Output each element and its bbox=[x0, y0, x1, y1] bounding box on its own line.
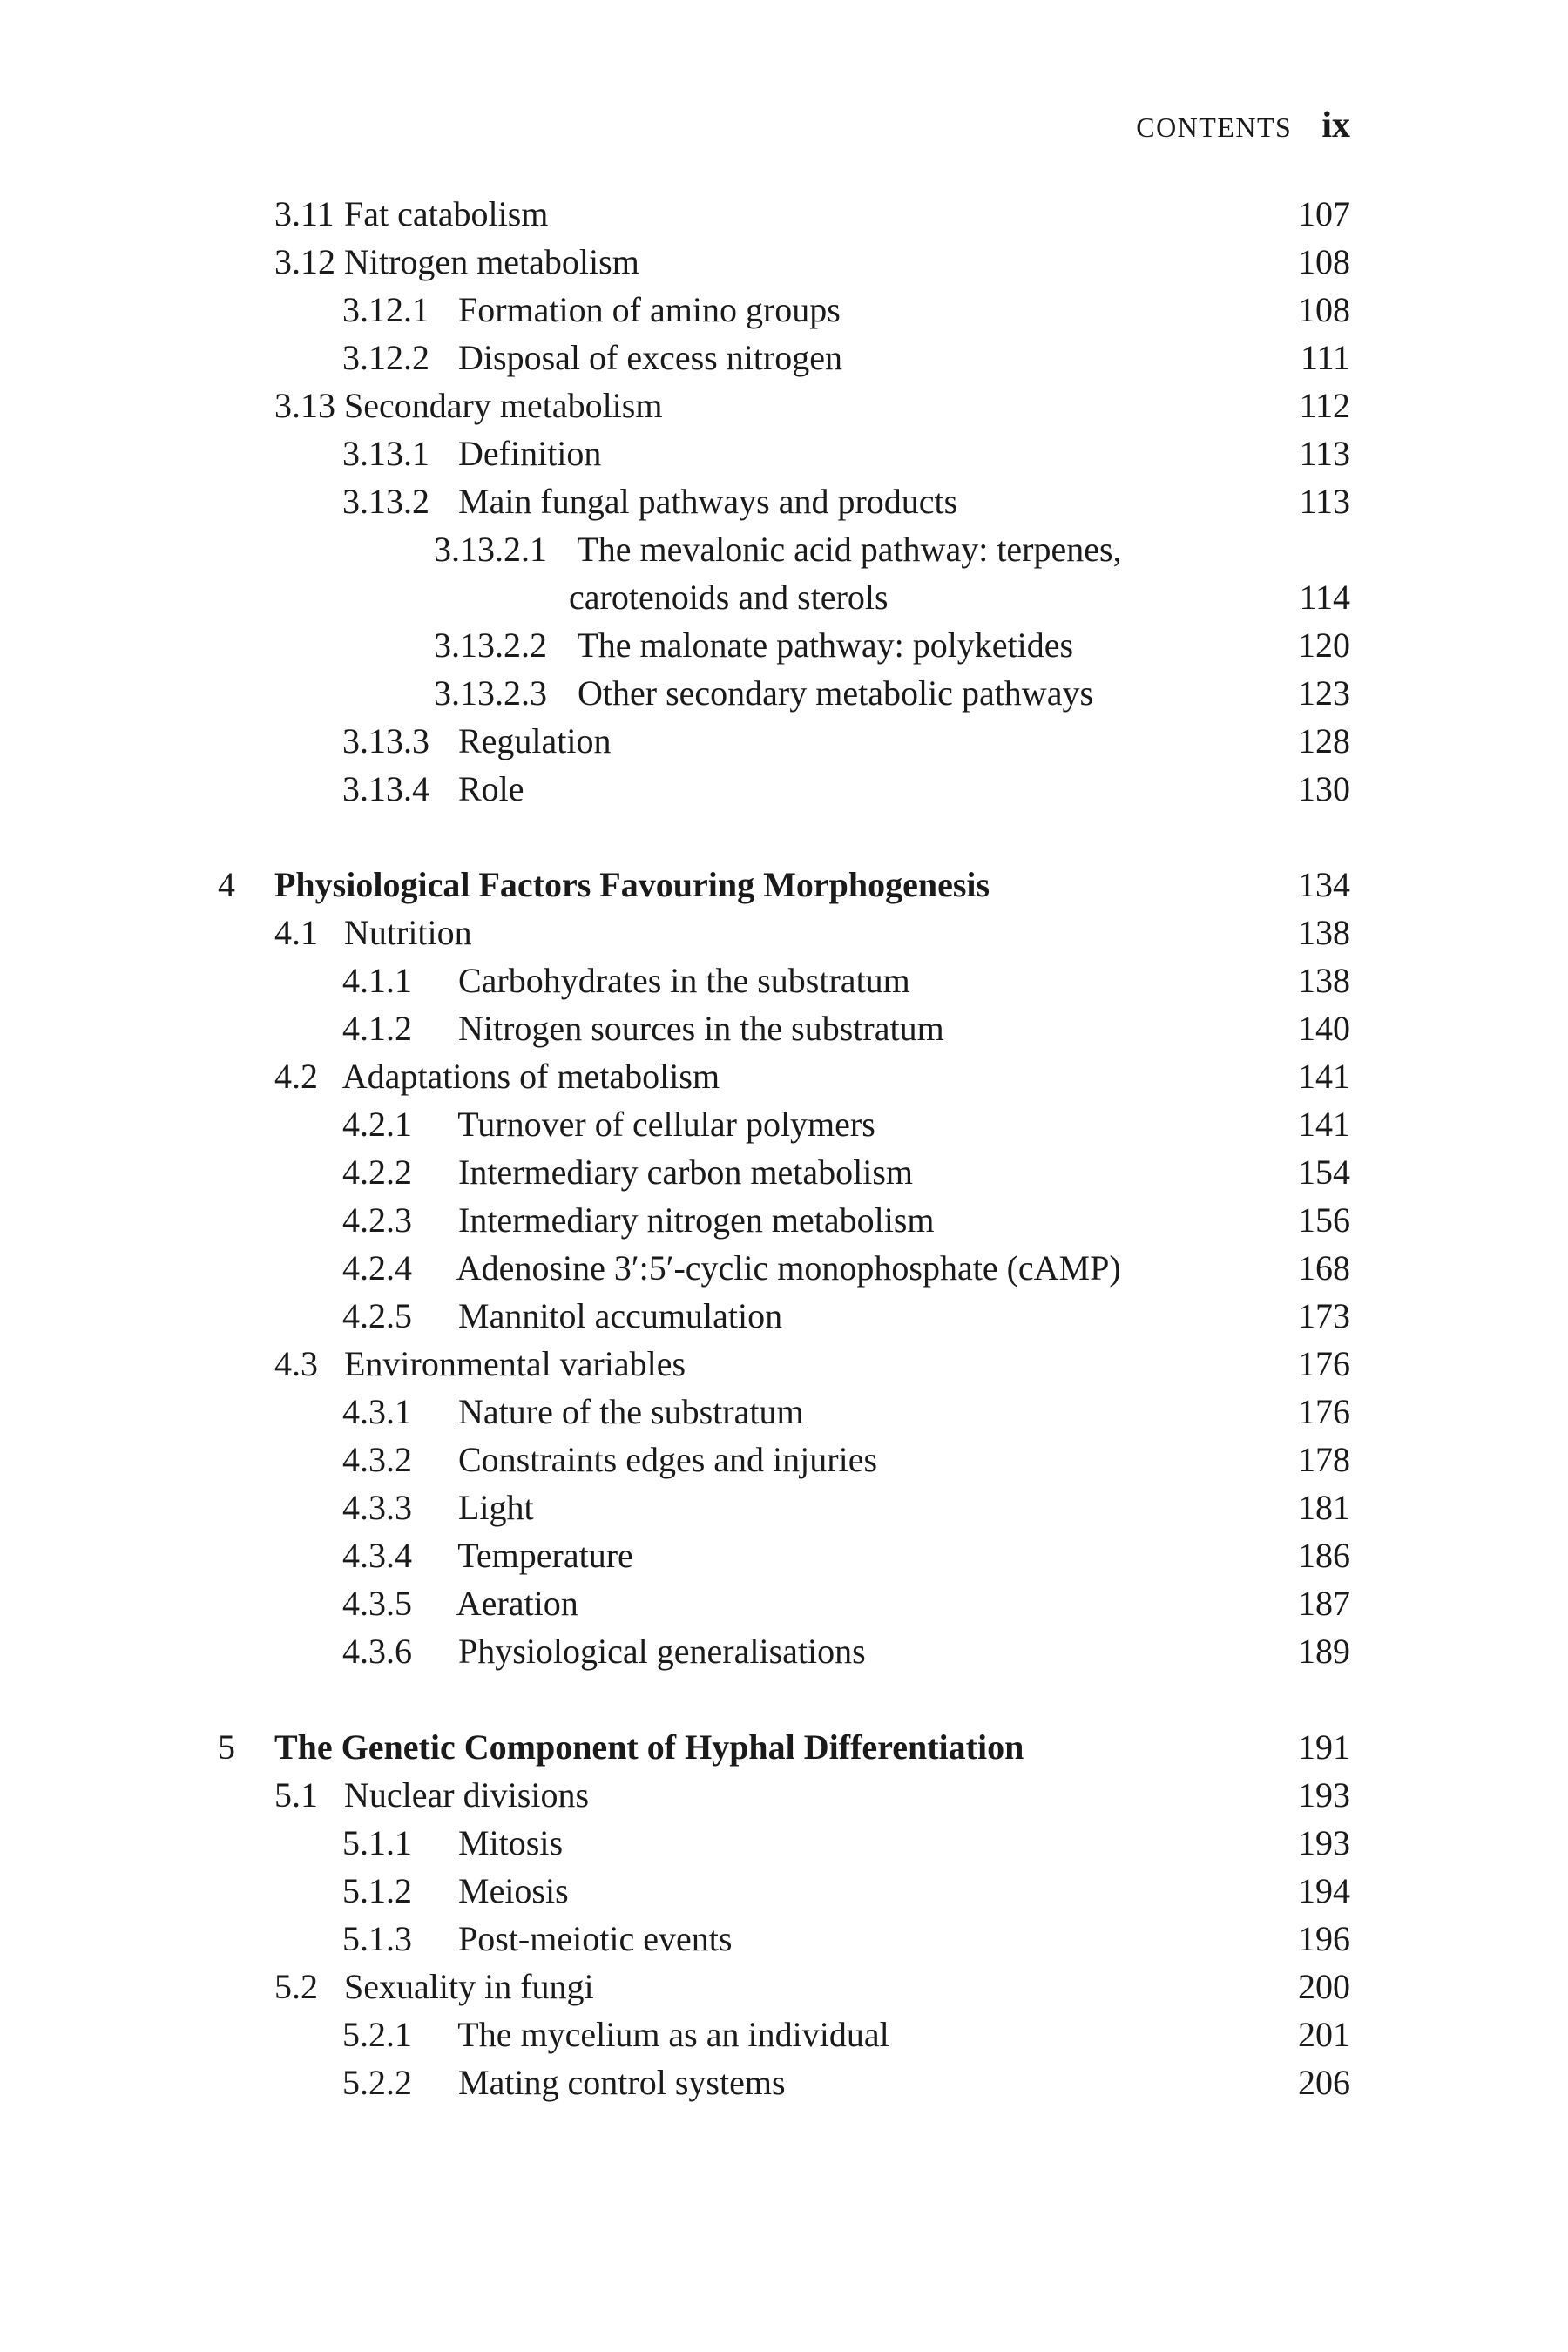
toc-entry bbox=[0, 1388, 1568, 1436]
section-number: 4.2.4 bbox=[342, 1248, 412, 1288]
page-ref: 156 bbox=[1298, 1200, 1350, 1240]
section-number: 4.3.1 bbox=[342, 1392, 412, 1431]
page-ref: 194 bbox=[1298, 1871, 1350, 1910]
section-number: 3.13.2.3 bbox=[434, 673, 547, 713]
section-number: 3.11 bbox=[274, 194, 335, 233]
page-ref: 108 bbox=[1298, 242, 1350, 281]
section-title: Definition bbox=[458, 434, 602, 473]
page-ref: 193 bbox=[1298, 1775, 1350, 1815]
page-ref: 138 bbox=[1298, 961, 1350, 1000]
section-title: Role bbox=[458, 769, 524, 808]
toc-entry bbox=[0, 286, 1568, 334]
toc-entry bbox=[0, 1915, 1568, 1963]
section-number: 4.3.4 bbox=[342, 1536, 412, 1575]
page-ref: 196 bbox=[1298, 1919, 1350, 1958]
section-title: The mycelium as an individual bbox=[457, 2015, 889, 2054]
section-title: Secondary metabolism bbox=[344, 386, 663, 425]
page-ref: 206 bbox=[1298, 2063, 1350, 2102]
section-number: 4.3.3 bbox=[342, 1488, 412, 1527]
toc-entry bbox=[0, 525, 1568, 573]
section-number: 4.1 bbox=[274, 913, 318, 952]
table-of-contents bbox=[0, 190, 1568, 2106]
page-ref: 134 bbox=[1298, 865, 1350, 904]
page-ref: 113 bbox=[1299, 482, 1350, 521]
page-ref: 176 bbox=[1298, 1344, 1350, 1383]
page-ref: 154 bbox=[1298, 1152, 1350, 1192]
page-ref: 201 bbox=[1298, 2015, 1350, 2054]
section-title: The malonate pathway: polyketides bbox=[577, 625, 1074, 665]
section-number: 3.12.2 bbox=[342, 338, 429, 377]
toc-entry bbox=[0, 669, 1568, 717]
page-ref: 189 bbox=[1298, 1632, 1350, 1671]
section-title: Formation of amino groups bbox=[458, 290, 841, 329]
section-number: 4.2 bbox=[274, 1057, 318, 1096]
toc-entry bbox=[0, 1867, 1568, 1915]
toc-entry bbox=[0, 1771, 1568, 1819]
section-number: 3.13 bbox=[274, 386, 335, 425]
page-ref: 138 bbox=[1298, 913, 1350, 952]
page-ref: 173 bbox=[1298, 1296, 1350, 1335]
section-number: 3.12 bbox=[274, 242, 335, 281]
toc-entry bbox=[0, 1148, 1568, 1196]
section-title: Regulation bbox=[458, 721, 612, 760]
section-number: 4.2.5 bbox=[342, 1296, 412, 1335]
toc-entry bbox=[0, 334, 1568, 382]
section-title: Physiological generalisations bbox=[458, 1632, 866, 1671]
page-ref: 141 bbox=[1298, 1105, 1350, 1144]
section-title: Carbohydrates in the substratum bbox=[458, 961, 910, 1000]
section-title: Turnover of cellular polymers bbox=[457, 1105, 875, 1144]
toc-entry bbox=[0, 1484, 1568, 1531]
section-title: Nitrogen sources in the substratum bbox=[458, 1009, 944, 1048]
toc-entry bbox=[0, 190, 1568, 238]
section-title: Nitrogen metabolism bbox=[344, 242, 639, 281]
page-ref: 178 bbox=[1298, 1440, 1350, 1479]
section-number: 3.13.4 bbox=[342, 769, 429, 808]
toc-entry bbox=[0, 1627, 1568, 1675]
section-number: 3.13.3 bbox=[342, 721, 429, 760]
toc-entry bbox=[0, 429, 1568, 477]
section-title: Nature of the substratum bbox=[458, 1392, 804, 1431]
section-title: Fat catabolism bbox=[344, 194, 549, 233]
page-ref: 168 bbox=[1298, 1248, 1350, 1288]
section-number: 5.1.2 bbox=[342, 1871, 412, 1910]
section-title: Sexuality in fungi bbox=[344, 1967, 594, 2006]
section-number: 5.2 bbox=[274, 1967, 318, 2006]
page-ref: 130 bbox=[1298, 769, 1350, 808]
section-number: 4.3 bbox=[274, 1344, 318, 1383]
toc-entry bbox=[0, 2058, 1568, 2106]
section-title: Meiosis bbox=[458, 1871, 569, 1910]
page-ref: 128 bbox=[1298, 721, 1350, 760]
toc-entry bbox=[0, 1292, 1568, 1340]
section-number: 4.2.3 bbox=[342, 1200, 412, 1240]
page-ref: 187 bbox=[1298, 1584, 1350, 1623]
toc-entry bbox=[0, 1004, 1568, 1052]
section-title: Post-meiotic events bbox=[458, 1919, 733, 1958]
section-number: 4.2.2 bbox=[342, 1152, 412, 1192]
page-header bbox=[1136, 105, 1350, 146]
toc-entry bbox=[0, 621, 1568, 669]
section-title: Adaptations of metabolism bbox=[341, 1057, 720, 1096]
section-title: Main fungal pathways and products bbox=[458, 482, 958, 521]
section-number: 5.1 bbox=[274, 1775, 318, 1815]
section-title: Nutrition bbox=[344, 913, 472, 952]
page-ref: 107 bbox=[1298, 194, 1350, 233]
toc-entry bbox=[0, 1244, 1568, 1292]
section-title: Mating control systems bbox=[458, 2063, 786, 2102]
section-number: 3.12.1 bbox=[342, 290, 429, 329]
toc-entry bbox=[0, 765, 1568, 813]
section-number: 4.3.5 bbox=[342, 1584, 412, 1623]
chapter-title: The Genetic Component of Hyphal Differentiation bbox=[274, 1727, 1024, 1767]
toc-entry bbox=[0, 1579, 1568, 1627]
section-number: 4.1.1 bbox=[342, 961, 412, 1000]
page-ref: 112 bbox=[1299, 386, 1350, 425]
section-title: Temperature bbox=[457, 1536, 633, 1575]
toc-entry bbox=[0, 909, 1568, 956]
section-number: 3.13.2.2 bbox=[434, 625, 547, 665]
section-title: Intermediary nitrogen metabolism bbox=[458, 1200, 935, 1240]
section-number: 4.1.2 bbox=[342, 1009, 412, 1048]
section-number: 4.2.1 bbox=[342, 1105, 412, 1144]
page-ref: 141 bbox=[1298, 1057, 1350, 1096]
section-number: 5.1.3 bbox=[342, 1919, 412, 1958]
toc-entry bbox=[0, 238, 1568, 286]
page-ref: 114 bbox=[1299, 578, 1350, 617]
toc-entry bbox=[0, 1100, 1568, 1148]
toc-entry bbox=[0, 717, 1568, 765]
toc-entry bbox=[0, 1819, 1568, 1867]
section-number: 5.1.1 bbox=[342, 1823, 412, 1862]
page-ref: 108 bbox=[1298, 290, 1350, 329]
page-ref: 181 bbox=[1298, 1488, 1350, 1527]
toc-entry bbox=[0, 1196, 1568, 1244]
page-ref: 120 bbox=[1298, 625, 1350, 665]
section-title: carotenoids and sterols bbox=[569, 578, 889, 617]
page-ref: 111 bbox=[1300, 338, 1350, 377]
toc-entry bbox=[0, 1052, 1568, 1100]
section-number: 3.13.1 bbox=[342, 434, 429, 473]
chapter-title: Physiological Factors Favouring Morphogenesis bbox=[274, 865, 990, 904]
chapter-number: 4 bbox=[218, 865, 235, 904]
section-number: 3.13.2.1 bbox=[434, 530, 547, 569]
toc-entry bbox=[0, 382, 1568, 429]
section-number: 4.3.6 bbox=[342, 1632, 412, 1671]
section-number: 5.2.2 bbox=[342, 2063, 412, 2102]
section-title: Nuclear divisions bbox=[344, 1775, 590, 1815]
section-title: Mitosis bbox=[458, 1823, 564, 1862]
section-title: Constraints edges and injuries bbox=[458, 1440, 878, 1479]
toc-chapter bbox=[0, 861, 1568, 909]
page-ref: 123 bbox=[1298, 673, 1350, 713]
toc-entry bbox=[0, 477, 1568, 525]
chapter-number: 5 bbox=[218, 1727, 235, 1767]
page-ref: 113 bbox=[1299, 434, 1350, 473]
toc-entry-continuation bbox=[0, 573, 1568, 621]
page-ref: 176 bbox=[1298, 1392, 1350, 1431]
toc-entry bbox=[0, 956, 1568, 1004]
section-title: The mevalonic acid pathway: terpenes, bbox=[577, 530, 1122, 569]
section-title: Light bbox=[458, 1488, 534, 1527]
toc-entry bbox=[0, 1340, 1568, 1388]
page-ref: 200 bbox=[1298, 1967, 1350, 2006]
page-ref: 191 bbox=[1298, 1727, 1350, 1767]
page-ref: 140 bbox=[1298, 1009, 1350, 1048]
section-title: Aeration bbox=[456, 1584, 578, 1623]
page-ref: 186 bbox=[1298, 1536, 1350, 1575]
toc-chapter bbox=[0, 1723, 1568, 1771]
section-number: 3.13.2 bbox=[342, 482, 429, 521]
running-head: CONTENTS bbox=[1136, 112, 1293, 143]
toc-entry bbox=[0, 1963, 1568, 2011]
section-title: Other secondary metabolic pathways bbox=[578, 673, 1094, 713]
section-title: Adenosine 3′:5′-cyclic monophosphate (cAMP) bbox=[456, 1248, 1121, 1288]
section-title: Intermediary carbon metabolism bbox=[458, 1152, 914, 1192]
section-title: Environmental variables bbox=[344, 1344, 686, 1383]
section-number: 5.2.1 bbox=[342, 2015, 412, 2054]
page-number: ix bbox=[1321, 105, 1350, 145]
toc-entry bbox=[0, 2011, 1568, 2058]
section-number: 4.3.2 bbox=[342, 1440, 412, 1479]
section-title: Mannitol accumulation bbox=[458, 1296, 783, 1335]
section-title: Disposal of excess nitrogen bbox=[458, 338, 843, 377]
page-ref: 193 bbox=[1298, 1823, 1350, 1862]
toc-entry bbox=[0, 1531, 1568, 1579]
toc-entry bbox=[0, 1436, 1568, 1484]
